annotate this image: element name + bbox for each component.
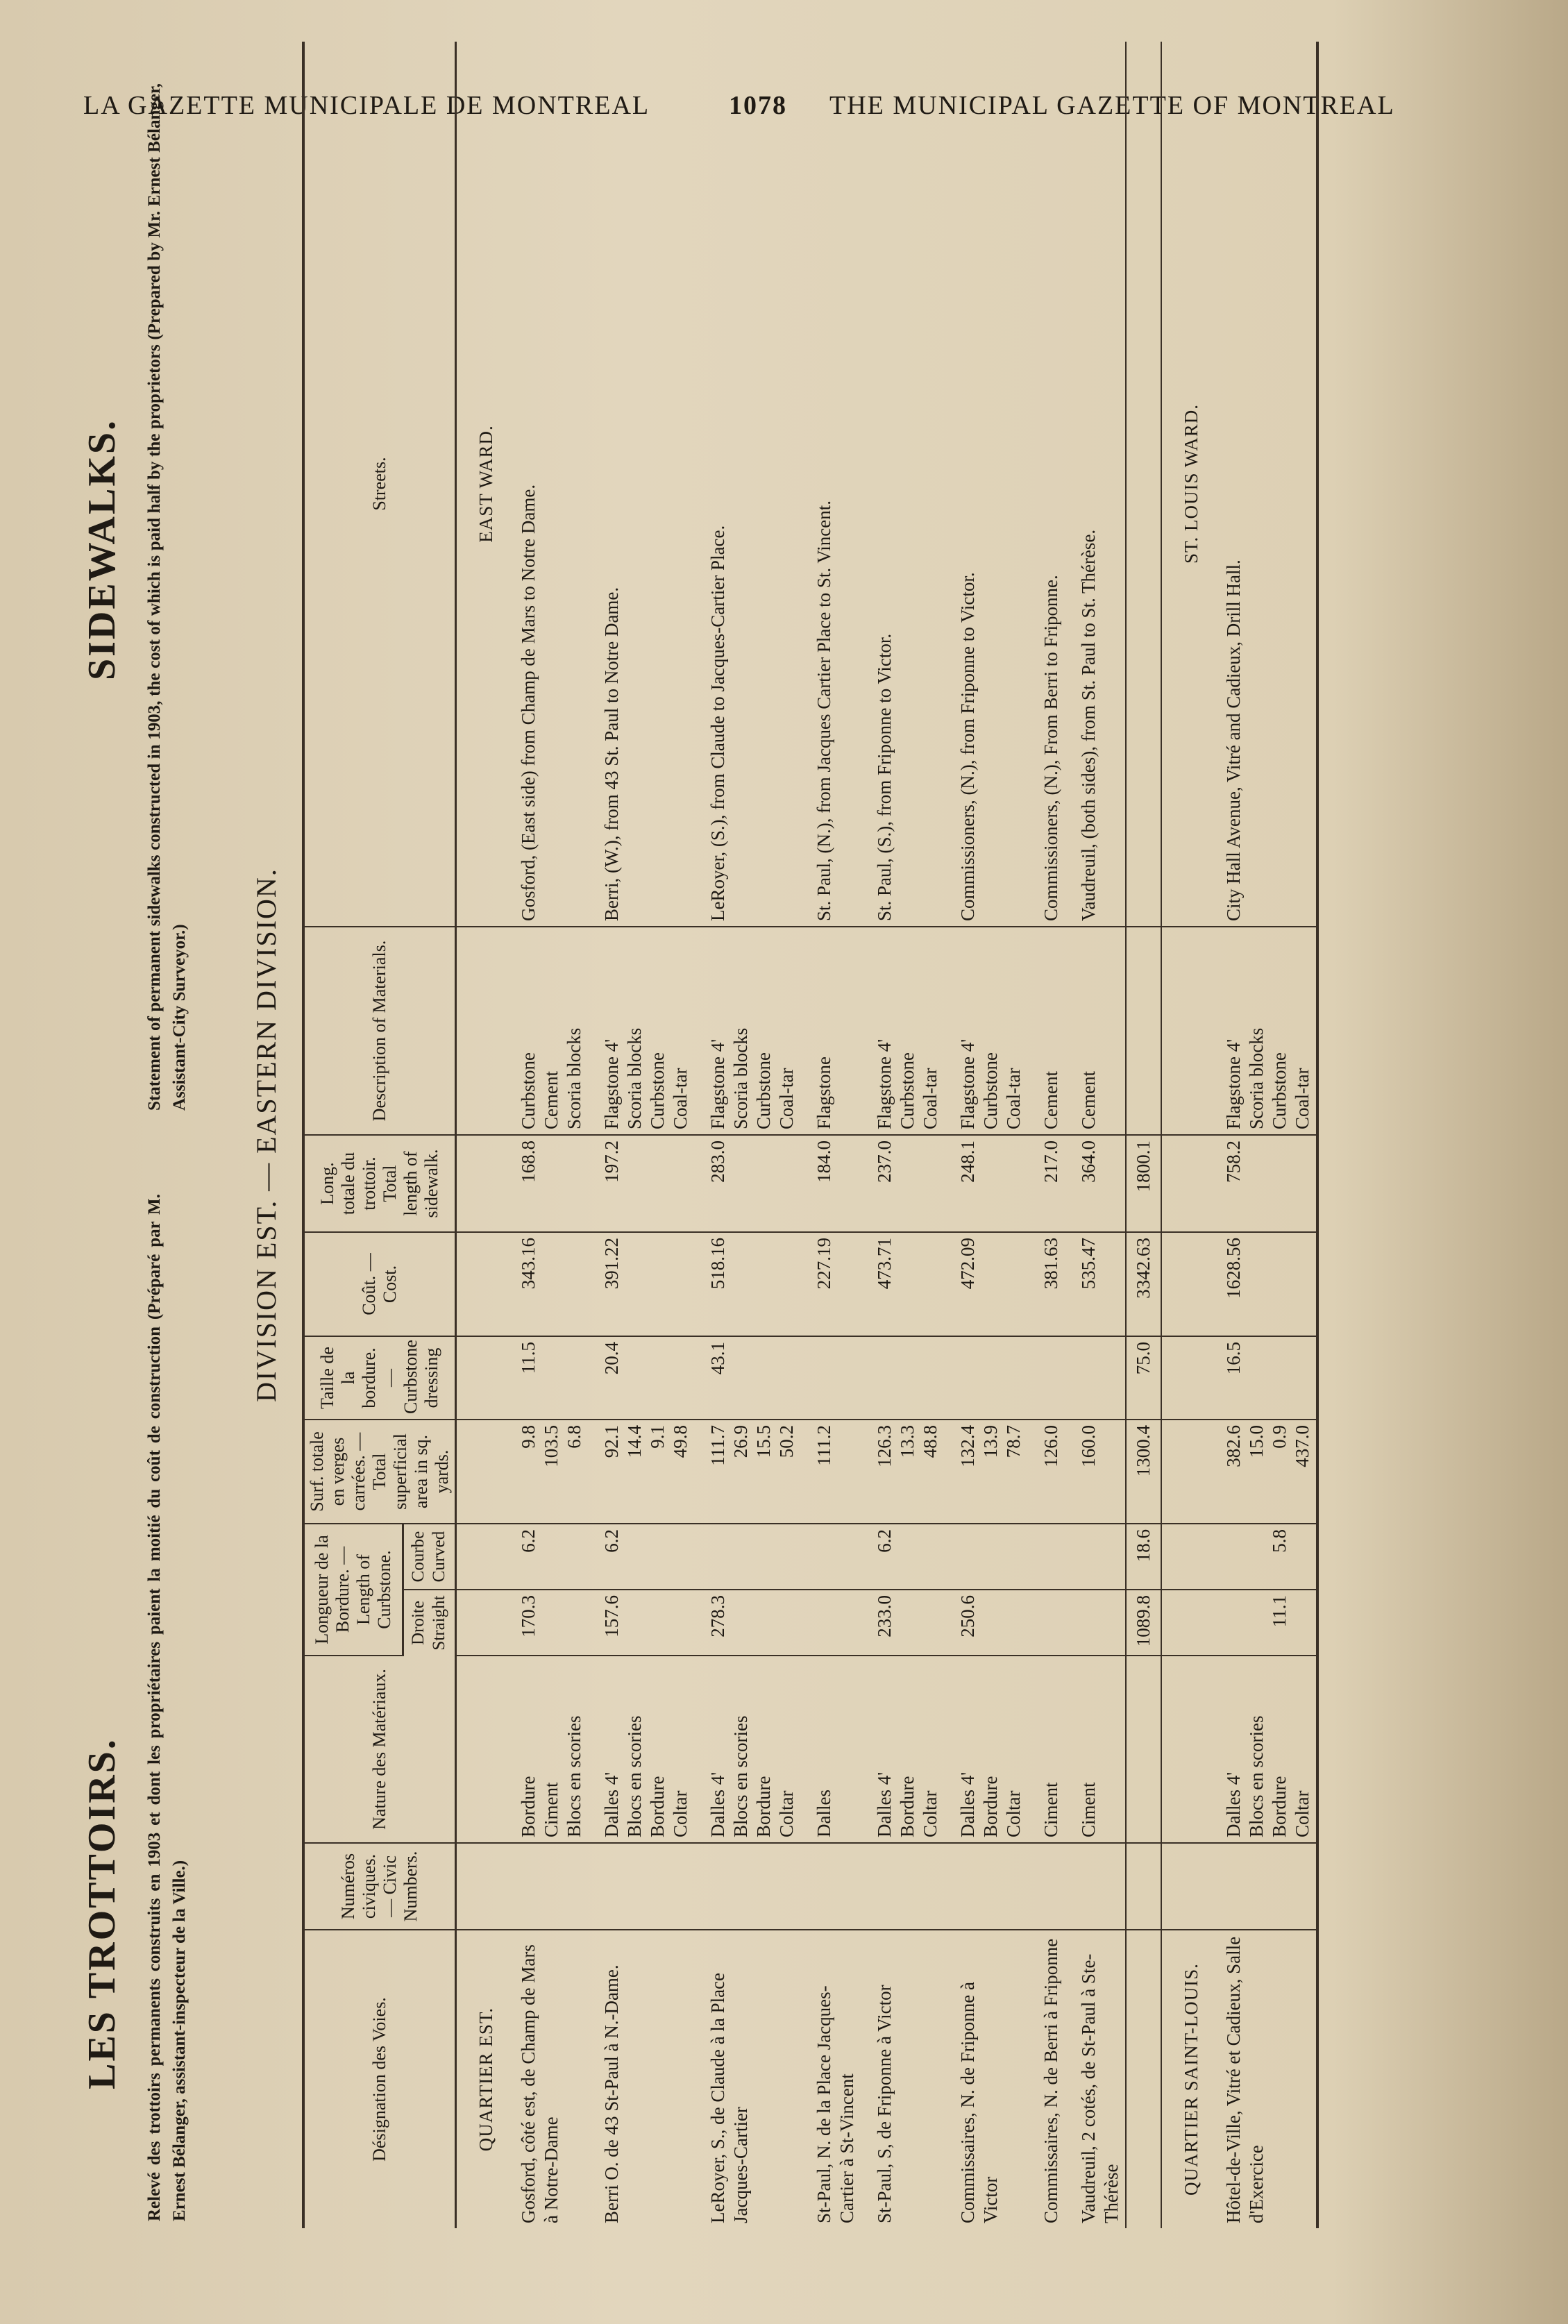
surface-area bbox=[944, 1420, 1027, 1524]
total-area: 1300.4 bbox=[1126, 1420, 1161, 1524]
material-description-line: Curbstone bbox=[897, 1052, 918, 1129]
material-description-line: Flagstone 4' bbox=[1223, 1038, 1244, 1129]
street-english: St. Paul, (S.), from Friponne to Victor. bbox=[861, 42, 944, 927]
col-straight: Droite Straight bbox=[403, 1590, 455, 1656]
material-nature-line: Ciment bbox=[1078, 1782, 1099, 1837]
surface-area bbox=[1065, 1420, 1126, 1524]
col-materials: Description of Materials. bbox=[303, 927, 456, 1135]
total-cost: 3342.63 bbox=[1126, 1232, 1161, 1336]
ward-row-east bbox=[456, 42, 505, 2228]
material-nature-line: Dalles 4' bbox=[957, 1771, 978, 1837]
ward-label-french: QUARTIER SAINT-LOUIS. bbox=[1181, 1963, 1202, 2196]
civic-numbers bbox=[694, 1843, 800, 1930]
ward-label-english: EAST WARD. bbox=[456, 42, 505, 927]
material-nature-line: Dalles 4' bbox=[707, 1771, 728, 1837]
material-description bbox=[694, 927, 800, 1135]
street-english: Commissioners, (N.), from Friponne to Victor. bbox=[944, 42, 1027, 927]
col-dressing: Taille de la bordure. — Curbstone dressing bbox=[303, 1336, 456, 1420]
table-row bbox=[1065, 42, 1126, 2228]
material-description bbox=[861, 927, 944, 1135]
ward-label-french: QUARTIER EST. bbox=[475, 2007, 496, 2152]
sidewalk-length: 184.0 bbox=[800, 1135, 861, 1232]
col-length: Longueur de la Bordure. — Length of Curbstone. bbox=[303, 1524, 403, 1656]
material-description bbox=[1065, 927, 1126, 1135]
civic-numbers bbox=[1027, 1843, 1065, 1930]
material-description-line: Curbstone bbox=[647, 1052, 668, 1129]
surface-area-line: 0.9 bbox=[1269, 1425, 1290, 1449]
surface-area-line: 9.8 bbox=[518, 1425, 539, 1449]
street-english: Commissioners, (N.), From Berri to Friponne. bbox=[1027, 42, 1065, 927]
curb-curved: 6.2 bbox=[505, 1524, 588, 1590]
title-english: SIDEWALKS. bbox=[81, 418, 124, 680]
material-description-line: Flagstone 4' bbox=[957, 1038, 978, 1129]
sidewalk-length: 197.2 bbox=[588, 1135, 694, 1232]
civic-numbers bbox=[505, 1843, 588, 1930]
surface-area-line: 13.3 bbox=[897, 1425, 918, 1458]
surface-area-line: 78.7 bbox=[1003, 1425, 1024, 1458]
surface-area bbox=[588, 1420, 694, 1524]
surface-area-line: 48.8 bbox=[920, 1425, 941, 1458]
curb-straight-line bbox=[1222, 1595, 1245, 1650]
cost: 518.16 bbox=[694, 1232, 800, 1336]
table-row bbox=[588, 42, 694, 2228]
material-description-line: Flagstone bbox=[813, 1056, 834, 1129]
surface-area-line: 111.2 bbox=[813, 1425, 834, 1466]
street-designation: Berri O. de 43 St-Paul à N.-Dame. bbox=[601, 1964, 622, 2223]
col-designation: Désignation des Voies. bbox=[303, 1930, 456, 2228]
material-nature-line: Blocs en scories bbox=[1246, 1715, 1267, 1837]
material-nature-line: Bordure bbox=[980, 1776, 1001, 1837]
material-nature-line: Coltar bbox=[776, 1790, 797, 1837]
curb-curved bbox=[1027, 1524, 1065, 1590]
material-nature-line: Dalles 4' bbox=[1223, 1771, 1244, 1837]
curb-dressing bbox=[800, 1336, 861, 1420]
curb-dressing: 16.5 bbox=[1210, 1336, 1317, 1420]
material-description-line: Scoria blocks bbox=[564, 1027, 584, 1129]
surface-area-line: 92.1 bbox=[601, 1425, 622, 1458]
civic-numbers bbox=[944, 1843, 1027, 1930]
col-civic-numbers: Numéros civiques. — Civic Numbers. bbox=[303, 1843, 456, 1930]
surface-area-line: 13.9 bbox=[980, 1425, 1001, 1458]
intro-english: Statement of permanent sidewalks constructed in 1903, the cost of which is paid half by the proprietors (Prepared by Mr. Ernest Bélanger, Assistant-City Surveyor.) bbox=[145, 83, 189, 1111]
material-nature bbox=[588, 1656, 694, 1843]
cost: 391.22 bbox=[588, 1232, 694, 1336]
title-french: LES TROTTOIRS. bbox=[81, 1737, 124, 2089]
sidewalk-length: 217.0 bbox=[1027, 1135, 1065, 1232]
material-description-line: Scoria blocks bbox=[624, 1027, 645, 1129]
curb-straight-line bbox=[1291, 1595, 1314, 1650]
curb-curved bbox=[1065, 1524, 1126, 1590]
material-description-line: Curbstone bbox=[753, 1052, 774, 1129]
surface-area bbox=[861, 1420, 944, 1524]
material-description-line: Cement bbox=[541, 1071, 562, 1129]
curb-curved-line bbox=[1222, 1529, 1245, 1584]
curb-dressing bbox=[1027, 1336, 1065, 1420]
material-description-line: Flagstone 4' bbox=[601, 1038, 622, 1129]
material-description bbox=[1210, 927, 1317, 1135]
street-designation: St-Paul, S, de Friponne à Victor bbox=[874, 1985, 895, 2223]
curb-curved-line bbox=[1245, 1529, 1268, 1584]
material-description-line: Curbstone bbox=[1269, 1052, 1290, 1129]
curb-straight: 250.6 bbox=[944, 1590, 1027, 1656]
material-description-line: Flagstone 4' bbox=[874, 1038, 895, 1129]
cost: 473.71 bbox=[861, 1232, 944, 1336]
curb-straight: 278.3 bbox=[694, 1590, 800, 1656]
cost: 227.19 bbox=[800, 1232, 861, 1336]
material-nature-line: Bordure bbox=[753, 1776, 774, 1837]
material-description-line: Scoria blocks bbox=[1246, 1027, 1267, 1129]
curb-dressing bbox=[1065, 1336, 1126, 1420]
surface-area-line: 9.1 bbox=[647, 1425, 668, 1449]
surface-area-line: 15.5 bbox=[753, 1425, 774, 1458]
curb-curved bbox=[1210, 1524, 1317, 1590]
cost: 381.63 bbox=[1027, 1232, 1065, 1336]
street-english: City Hall Avenue, Vitré and Cadieux, Drill Hall. bbox=[1210, 42, 1317, 927]
material-description-line: Coal-tar bbox=[776, 1068, 797, 1129]
table-row bbox=[694, 42, 800, 2228]
material-nature-line: Coltar bbox=[1292, 1790, 1313, 1837]
table-row bbox=[944, 42, 1027, 2228]
material-nature bbox=[505, 1656, 588, 1843]
surface-area bbox=[1027, 1420, 1065, 1524]
cost: 1628.56 bbox=[1210, 1232, 1317, 1336]
street-designation: Hôtel-de-Ville, Vitré et Cadieux, Salle d'Exercice bbox=[1223, 1936, 1267, 2223]
curb-straight bbox=[1065, 1590, 1126, 1656]
col-cost: Coût. — Cost. bbox=[303, 1232, 456, 1336]
curb-curved bbox=[694, 1524, 800, 1590]
surface-area-line: 126.0 bbox=[1040, 1425, 1061, 1467]
sidewalk-length: 248.1 bbox=[944, 1135, 1027, 1232]
surface-area-line: 14.4 bbox=[624, 1425, 645, 1458]
table-row bbox=[861, 42, 944, 2228]
civic-numbers bbox=[800, 1843, 861, 1930]
surface-area-line: 49.8 bbox=[670, 1425, 691, 1458]
material-description-line: Coal-tar bbox=[1292, 1068, 1313, 1129]
curb-straight bbox=[800, 1590, 861, 1656]
material-nature-line: Blocs en scories bbox=[730, 1715, 751, 1837]
street-designation: St-Paul, N. de la Place Jacques-Cartier à St-Vincent bbox=[813, 1985, 857, 2223]
material-description bbox=[1027, 927, 1065, 1135]
totals-body bbox=[1126, 42, 1210, 2228]
material-description-line: Coal-tar bbox=[670, 1068, 691, 1129]
material-nature bbox=[1065, 1656, 1126, 1843]
material-description-line: Flagstone 4' bbox=[707, 1038, 728, 1129]
surface-area-line: 15.0 bbox=[1246, 1425, 1267, 1458]
cost: 535.47 bbox=[1065, 1232, 1126, 1336]
material-nature bbox=[861, 1656, 944, 1843]
curb-straight: 157.6 bbox=[588, 1590, 694, 1656]
curb-dressing: 20.4 bbox=[588, 1336, 694, 1420]
material-nature-line: Bordure bbox=[647, 1776, 668, 1837]
totals-row bbox=[1126, 42, 1161, 2228]
curb-dressing: 11.5 bbox=[505, 1336, 588, 1420]
material-nature-line: Blocs en scories bbox=[564, 1715, 584, 1837]
material-description-line: Cement bbox=[1078, 1071, 1099, 1129]
material-description bbox=[505, 927, 588, 1135]
material-nature-line: Ciment bbox=[1040, 1782, 1061, 1837]
material-nature bbox=[1027, 1656, 1065, 1843]
surface-area-line: 103.5 bbox=[541, 1425, 562, 1467]
total-dressing: 75.0 bbox=[1126, 1336, 1161, 1420]
curb-dressing bbox=[861, 1336, 944, 1420]
material-nature bbox=[944, 1656, 1027, 1843]
table-row bbox=[800, 42, 861, 2228]
ward-row-st-louis bbox=[1161, 42, 1210, 2228]
street-english: Berri, (W.), from 43 St. Paul to Notre Dame. bbox=[588, 42, 694, 927]
surface-area-line: 26.9 bbox=[730, 1425, 751, 1458]
table-body bbox=[456, 42, 1127, 2228]
surface-area-line: 382.6 bbox=[1223, 1425, 1244, 1467]
sidewalk-length: 283.0 bbox=[694, 1135, 800, 1232]
material-nature-line: Bordure bbox=[518, 1776, 539, 1837]
curb-dressing: 43.1 bbox=[694, 1336, 800, 1420]
sidewalk-length: 237.0 bbox=[861, 1135, 944, 1232]
street-designation: Vaudreuil, 2 cotés, de St-Paul à Ste-Thérèse bbox=[1078, 1953, 1122, 2223]
sidewalk-length: 758.2 bbox=[1210, 1135, 1317, 1232]
material-description-line: Coal-tar bbox=[920, 1068, 941, 1129]
running-header-english: THE MUNICIPAL GAZETTE OF MONTREAL bbox=[829, 91, 1395, 120]
material-nature bbox=[800, 1656, 861, 1843]
page-number: 1078 bbox=[729, 91, 787, 120]
surface-area-line: 50.2 bbox=[776, 1425, 797, 1458]
intro-french: Relevé des trottoirs permanents construits en 1903 et dont les propriétaires paient la moitié du coût de construction (Préparé par M. Ernest Bélanger, assistant-inspecteur de la Ville.) bbox=[145, 1194, 189, 2221]
curb-curved: 6.2 bbox=[588, 1524, 694, 1590]
curb-curved: 6.2 bbox=[861, 1524, 944, 1590]
material-nature-line: Coltar bbox=[920, 1790, 941, 1837]
surface-area bbox=[1210, 1420, 1317, 1524]
surface-area-line: 111.7 bbox=[707, 1425, 728, 1466]
street-designation: Gosford, côté est, de Champ de Mars à Notre-Dame bbox=[518, 1944, 562, 2223]
table-row bbox=[1210, 42, 1317, 2228]
material-nature-line: Ciment bbox=[541, 1782, 562, 1837]
surface-area-line: 132.4 bbox=[957, 1425, 978, 1467]
street-english: Vaudreuil, (both sides), from St. Paul to St. Thérèse. bbox=[1065, 42, 1126, 927]
sidewalk-length: 168.8 bbox=[505, 1135, 588, 1232]
civic-numbers bbox=[1065, 1843, 1126, 1930]
surface-area bbox=[694, 1420, 800, 1524]
surface-area-line: 126.3 bbox=[874, 1425, 895, 1467]
civic-numbers bbox=[861, 1843, 944, 1930]
civic-numbers bbox=[1210, 1843, 1317, 1930]
street-english: LeRoyer, (S.), from Claude to Jacques-Cartier Place. bbox=[694, 42, 800, 927]
surface-area-line: 437.0 bbox=[1292, 1425, 1313, 1467]
material-nature bbox=[1210, 1656, 1317, 1843]
col-area: Surf. totale en verges carrées. — Total superficial area in sq. yards. bbox=[303, 1420, 456, 1524]
material-description bbox=[588, 927, 694, 1135]
table-row bbox=[505, 42, 588, 2228]
street-designation: Commissaires, N. de Berri à Friponne bbox=[1040, 1938, 1061, 2223]
col-total-length: Long. totale du trottoir. Total length of sidewalk. bbox=[303, 1135, 456, 1232]
cost: 343.16 bbox=[505, 1232, 588, 1336]
material-nature-line: Dalles 4' bbox=[601, 1771, 622, 1837]
material-description-line: Coal-tar bbox=[1003, 1068, 1024, 1129]
division-heading: DIVISION EST. — EASTERN DIVISION. bbox=[251, 868, 282, 1402]
surface-area bbox=[800, 1420, 861, 1524]
curb-straight-line bbox=[1245, 1595, 1268, 1650]
material-nature bbox=[694, 1656, 800, 1843]
col-streets: Streets. bbox=[303, 42, 456, 927]
table-row bbox=[1027, 42, 1065, 2228]
st-louis-body bbox=[1210, 42, 1317, 2228]
street-designation: Commissaires, N. de Friponne à Victor bbox=[957, 1982, 1001, 2223]
material-description-line: Curbstone bbox=[980, 1052, 1001, 1129]
material-description bbox=[944, 927, 1027, 1135]
street-english: Gosford, (East side) from Champ de Mars to Notre Dame. bbox=[505, 42, 588, 927]
curb-curved bbox=[944, 1524, 1027, 1590]
table-header bbox=[303, 42, 456, 2228]
ward-label-english: ST. LOUIS WARD. bbox=[1161, 42, 1210, 927]
rotated-table-block bbox=[80, 42, 1468, 2228]
curb-curved-line: 5.8 bbox=[1269, 1529, 1290, 1553]
material-description-line: Curbstone bbox=[518, 1052, 539, 1129]
material-nature-line: Bordure bbox=[897, 1776, 918, 1837]
total-straight: 1089.8 bbox=[1126, 1590, 1161, 1656]
total-curved: 18.6 bbox=[1126, 1524, 1161, 1590]
civic-numbers bbox=[588, 1843, 694, 1930]
street-designation: LeRoyer, S., de Claude à la Place Jacques-Cartier bbox=[707, 1972, 751, 2223]
surface-area bbox=[505, 1420, 588, 1524]
material-nature-line: Blocs en scories bbox=[624, 1715, 645, 1837]
col-nature: Nature des Matériaux. bbox=[303, 1656, 456, 1843]
material-nature-line: Coltar bbox=[1003, 1790, 1024, 1837]
material-description-line: Scoria blocks bbox=[730, 1027, 751, 1129]
sidewalk-length: 364.0 bbox=[1065, 1135, 1126, 1232]
curb-straight bbox=[1027, 1590, 1065, 1656]
col-curved: Courbe Curved bbox=[403, 1524, 455, 1590]
curb-straight bbox=[1210, 1590, 1317, 1656]
surface-area-line: 6.8 bbox=[564, 1425, 584, 1449]
material-description bbox=[800, 927, 861, 1135]
curb-curved bbox=[800, 1524, 861, 1590]
material-nature-line: Coltar bbox=[670, 1790, 691, 1837]
curb-curved-line bbox=[1291, 1529, 1314, 1584]
cost: 472.09 bbox=[944, 1232, 1027, 1336]
table-heading-block bbox=[80, 42, 295, 2228]
curb-straight: 233.0 bbox=[861, 1590, 944, 1656]
material-nature-line: Bordure bbox=[1269, 1776, 1290, 1837]
running-header-french: LA GAZETTE MUNICIPALE DE MONTREAL bbox=[83, 91, 650, 120]
street-english: St. Paul, (N.), from Jacques Cartier Place to St. Vincent. bbox=[800, 42, 861, 927]
surface-area-line: 160.0 bbox=[1078, 1425, 1099, 1467]
curb-dressing bbox=[944, 1336, 1027, 1420]
sidewalks-table bbox=[302, 42, 1319, 2228]
material-description-line: Cement bbox=[1040, 1071, 1061, 1129]
material-nature-line: Dalles 4' bbox=[874, 1771, 895, 1837]
total-length: 1800.1 bbox=[1126, 1135, 1161, 1232]
curb-straight: 170.3 bbox=[505, 1590, 588, 1656]
material-nature-line: Dalles bbox=[813, 1790, 834, 1837]
curb-straight-line: 11.1 bbox=[1269, 1595, 1290, 1628]
